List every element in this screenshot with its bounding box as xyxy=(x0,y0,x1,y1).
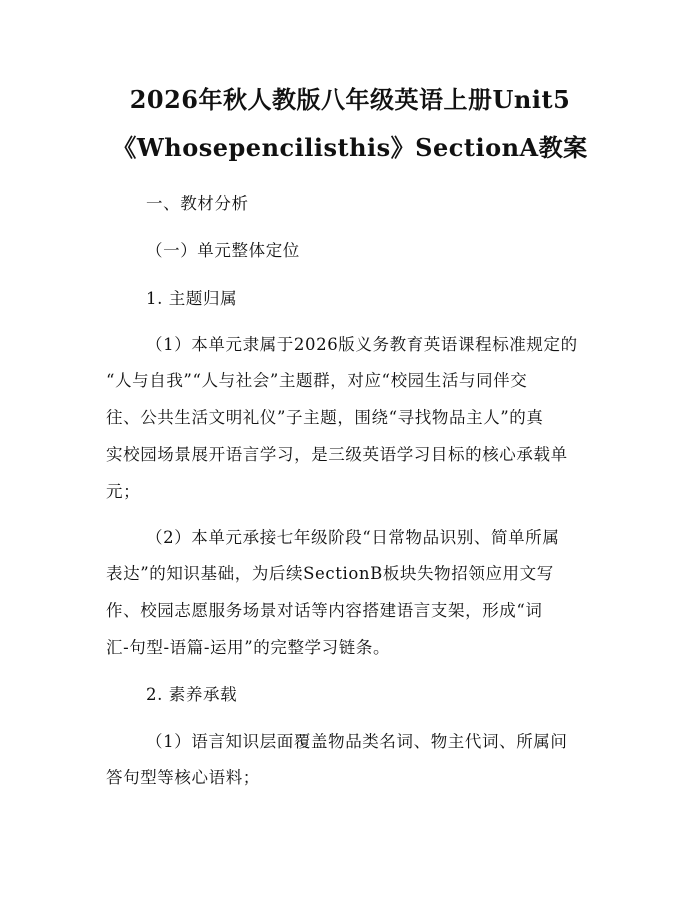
paragraph-2-line-1: （2）本单元承接七年级阶段“日常物品识别、简单所属 xyxy=(146,528,560,547)
paragraph-2-line-4: 汇-句型-语篇-运用”的完整学习链条。 xyxy=(106,638,391,657)
heading-textbook-analysis: 一、教材分析 xyxy=(146,194,249,213)
document-title-line-1: 2026年秋人教版八年级英语上册Unit5 xyxy=(129,85,571,114)
heading-unit-positioning: （一）单元整体定位 xyxy=(146,241,300,260)
paragraph-3-line-2: 答句型等核心语料； xyxy=(106,768,260,787)
paragraph-2-line-3: 作、校园志愿服务场景对话等内容搭建语言支架，形成“词 xyxy=(106,601,543,620)
paragraph-1-line-1: （1）本单元隶属于2026版义务教育英语课程标准规定的 xyxy=(146,335,578,354)
heading-theme: 1. 主题归属 xyxy=(146,289,238,308)
document-title-line-2: 《Whosepencilisthis》SectionA教案 xyxy=(112,133,588,162)
paragraph-1-line-3: 往、公共生活文明礼仪”子主题，围绕“寻找物品主人”的真 xyxy=(106,408,544,427)
paragraph-3-line-1: （1）语言知识层面覆盖物品类名词、物主代词、所属问 xyxy=(146,732,568,751)
paragraph-1-line-2: “人与自我”“人与社会”主题群，对应“校园生活与同伴交 xyxy=(106,371,528,390)
paragraph-1-line-4: 实校园场景展开语言学习，是三级英语学习目标的核心承载单 xyxy=(106,445,568,464)
heading-competency: 2. 素养承载 xyxy=(146,685,238,704)
paragraph-2-line-2: 表达”的知识基础，为后续SectionB板块失物招领应用文写 xyxy=(106,564,554,583)
paragraph-1-line-5: 元； xyxy=(106,482,141,501)
